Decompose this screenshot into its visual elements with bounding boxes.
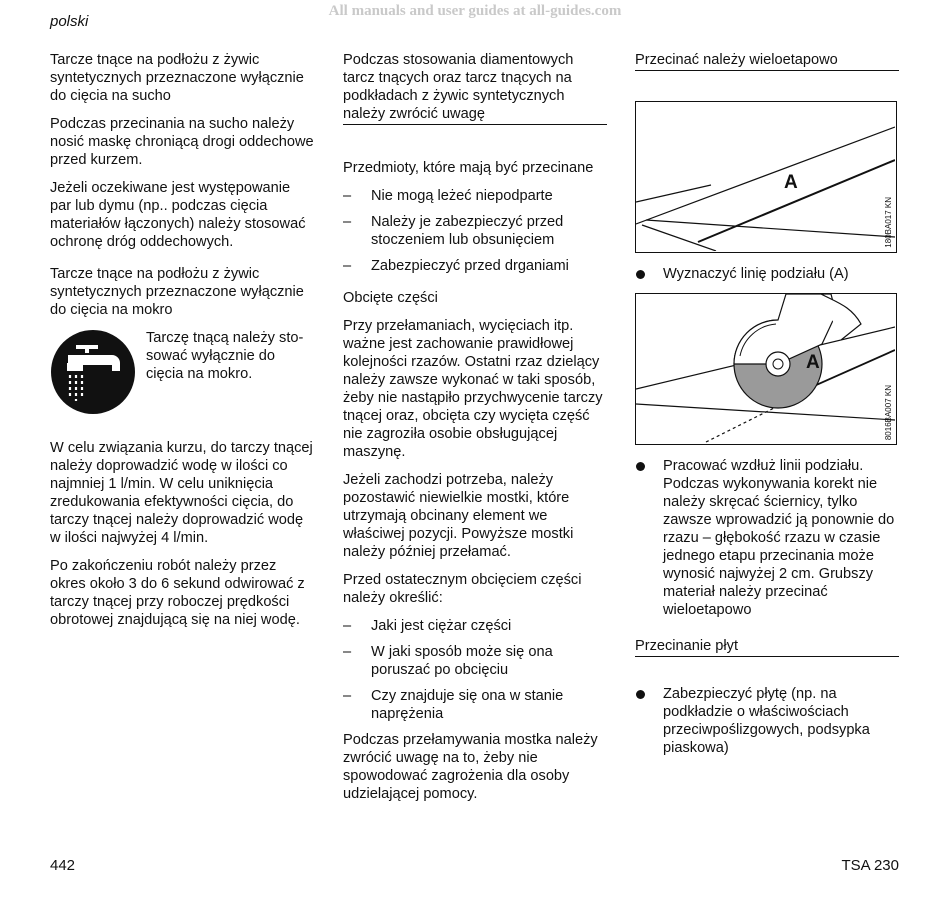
- list-item: [635, 265, 899, 283]
- list-item-text: Zabezpieczyć płytę (np. na podkładzie o właściwościach przeciwpoślizgowych, podsypka piaskowa): [663, 686, 870, 756]
- heading-objects-to-cut: Przedmioty, które mają być przecinane: [343, 160, 594, 176]
- dash-marker: –: [343, 644, 352, 660]
- watermark: All manuals and user guides at all-guides.com: [328, 3, 622, 19]
- paragraph: Jeżeli zachodzi potrzeba, należy pozostawić niewielkie mostki, które utrzymają obcinany element we właściwej pozycji. Powyższe mostki należy później przełamać.: [343, 472, 574, 560]
- water-tap-icon: [50, 329, 136, 415]
- paragraph: Przed ostatecznym obcięciem części należy określić:: [343, 572, 582, 606]
- list-item-text: W jaki sposób może się ona poruszać po obcięciu: [371, 644, 553, 678]
- figure-code: 8016BA007 KN: [884, 384, 893, 440]
- list-item: [635, 685, 899, 757]
- saw-drawing: [636, 294, 895, 443]
- wet-cutting-notice: [50, 329, 315, 415]
- list-item: [635, 457, 899, 619]
- page-number: 442: [50, 857, 76, 874]
- figure-saw-cutting: [635, 293, 897, 445]
- figure-label-a: A: [806, 352, 820, 373]
- paragraph: Po zakończeniu robót należy przez okres około 3 do 6 sekund odwirować z tarczy tnącej przy roboczej prędkości obrotowej znajdującą się na niej wodę.: [50, 558, 305, 628]
- column-1: [50, 51, 315, 639]
- heading-cutting-plates: Przecinanie płyt: [635, 637, 899, 657]
- notice-line: sować wyłącznie do: [146, 348, 275, 364]
- figure-code: 180BA017 KN: [884, 197, 893, 248]
- column-3: [635, 51, 899, 767]
- slab-drawing: [636, 102, 895, 251]
- heading-wet-cutting: Tarcze tnące na podłożu z żywic syntetycznych przeznaczone wyłącznie do cięcia na mokro: [50, 266, 304, 318]
- list-item: [343, 187, 607, 205]
- list-item-text: Czy znajduje się ona w stanie naprężenia: [371, 688, 564, 722]
- list-item: [343, 617, 607, 635]
- bullet-dot-icon: [636, 270, 645, 279]
- bullet-dot-icon: [636, 690, 645, 699]
- list-item-text: Pracować wzdłuż linii podziału. Podczas wykonywania korekt nie należy skręcać ściernicy, tylko zawsze wprowadzić ją ponownie do rzazu – głębokość rzazu w czasie jednego etapu przecinania może wynosić najwyżej 2 cm. Grubszy materiał należy przecinać wieloetapowo: [663, 458, 895, 618]
- notice-line: cięcia na mokro.: [146, 366, 253, 382]
- heading-dry-cutting: Tarcze tnące na podłożu z żywic syntetycznych przeznaczone wyłącznie do cięcia na sucho: [50, 52, 304, 104]
- paragraph: Przy przełamaniach, wycięciach itp. ważne jest zachowanie prawidłowej kolejności rzazów. Ostatni rzaz dzielący należy zawsze wykonać w taki sposób, żeby nie nastąpiło przychwycenie tarczy tnącej oraz, obcięta czy wycięta część nie zagroziła osobie obsługującej maszynę.: [343, 318, 603, 460]
- paragraph: Podczas przełamywania mostka należy zwrócić uwagę na to, żeby nie spowodować zagrożenia dla osoby udzielającej pomocy.: [343, 732, 598, 802]
- dash-marker: –: [343, 688, 352, 704]
- figure-cutting-line: [635, 101, 897, 253]
- list-item-text: Nie mogą leżeć niepodparte: [371, 188, 553, 204]
- dash-marker: –: [343, 214, 352, 230]
- list-item-text: Zabezpieczyć przed drganiami: [371, 258, 569, 274]
- figure-label-a: A: [784, 172, 798, 193]
- heading-multi-stage-cutting: Przecinać należy wieloetapowo: [635, 51, 899, 71]
- paragraph: Jeżeli oczekiwane jest występowanie par lub dymu (np.. podczas cięcia materiałów łączonych) należy stosować ochronę dróg oddechowych.: [50, 180, 306, 250]
- column-2: [343, 51, 607, 813]
- notice-line: Tarczę tnącą należy sto-: [146, 330, 304, 346]
- dash-marker: –: [343, 188, 352, 204]
- list-item: [343, 643, 607, 679]
- dash-marker: –: [343, 258, 352, 274]
- paragraph: W celu związania kurzu, do tarczy tnącej należy doprowadzić wodę w ilości co najmniej 1 l/min. W celu uniknięcia zredukowania efektywności cięcia, do tarczy tnącej należy doprowadzić wodę w ilości najwyżej 4 l/min.: [50, 440, 313, 546]
- list-item: [343, 213, 607, 249]
- paragraph: Podczas przecinania na sucho należy nosić maskę chroniącą drogi oddechowe przed kurzem.: [50, 116, 314, 168]
- list-item: [343, 257, 607, 275]
- list-item-text: Wyznaczyć linię podziału (A): [663, 266, 849, 282]
- list-item-text: Jaki jest ciężar części: [371, 618, 512, 634]
- bullet-dot-icon: [636, 462, 645, 471]
- list-item-text: Należy je zabezpieczyć przed stoczeniem lub obsunięciem: [371, 214, 564, 248]
- list-item: [343, 687, 607, 723]
- heading-diamond-discs: Podczas stosowania diamentowych tarcz tnących oraz tarcz tnących na podkładach z żywic syntetycznych należy zwrócić uwagę: [343, 51, 607, 125]
- dash-marker: –: [343, 618, 352, 634]
- model-name: TSA 230: [841, 857, 899, 874]
- heading-cut-parts: Obcięte części: [343, 290, 438, 306]
- wet-cutting-notice-text: [146, 329, 303, 383]
- language-label: polski: [50, 13, 89, 30]
